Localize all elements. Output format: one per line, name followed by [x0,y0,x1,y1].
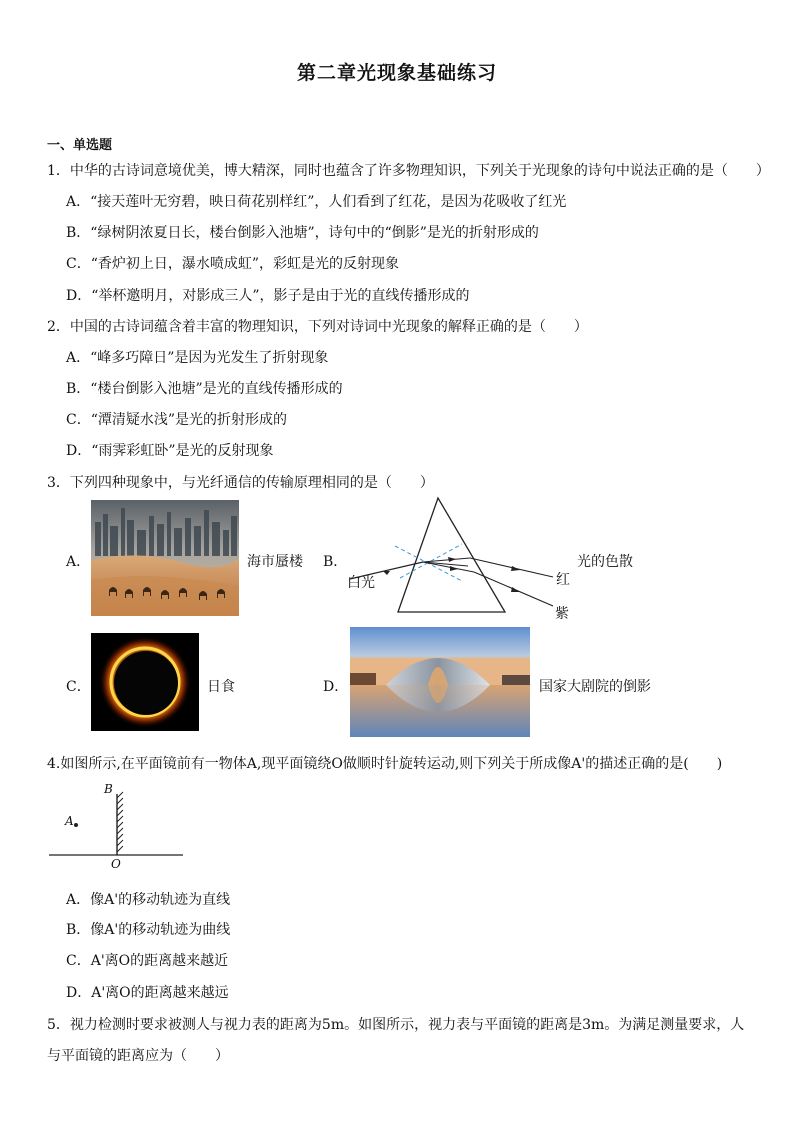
question-1-stem: 1．中华的古诗词意境优美，博大精深，同时也蕴含了许多物理知识，下列关于光现象的诗句中说法正确的是（ ） [47,163,770,179]
question-1-option-c[interactable]: C．“香炉初上日，瀑水喷成虹”，彩虹是光的反射现象 [66,256,400,272]
question-3-label-d[interactable]: D． [323,679,349,695]
question-4-option-b[interactable]: B．像A'的移动轨迹为曲线 [66,922,231,938]
question-3-stem: 3．下列四种现象中，与光纤通信的传输原理相同的是（ ） [47,475,434,491]
question-3-caption-a: 海市蜃楼 [247,554,303,570]
question-2-option-d[interactable]: D．“雨霁彩虹卧”是光的反射现象 [66,443,274,459]
national-theater-image [350,627,530,737]
question-4-option-c[interactable]: C．A'离O的距离越来越近 [66,953,229,969]
question-1-option-b[interactable]: B．“绿树阴浓夏日长，楼台倒影入池塘”，诗句中的“倒影”是光的折射形成的 [66,225,539,241]
question-5-stem-line-1: 5．视力检测时要求被测人与视力表的距离为5m。如图所示，视力表与平面镜的距离是3m。为满足测量要求，人 [47,1017,745,1033]
question-2-stem: 2．中国的古诗词蕴含着丰富的物理知识，下列对诗词中光现象的解释正确的是（ ） [47,319,588,335]
prism-diagram [340,494,590,622]
page-title: 第二章光现象基础练习 [296,62,497,84]
question-3-label-b[interactable]: B． [323,554,348,570]
prism-label-red: 红 [556,572,570,588]
mirror-label-b: B [104,782,113,796]
prism-label-white-light: 白光 [347,575,375,591]
question-3-caption-d: 国家大剧院的倒影 [539,679,651,695]
prism-label-violet: 紫 [555,606,569,622]
solar-eclipse-image [91,633,199,731]
question-2-option-b[interactable]: B．“楼台倒影入池塘”是光的直线传播形成的 [66,381,343,397]
mirror-label-a: A [65,814,74,828]
question-2-option-a[interactable]: A．“峰多巧障日”是因为光发生了折射现象 [66,350,329,366]
prism-triangle [398,498,505,612]
question-3-label-a[interactable]: A． [66,554,91,570]
question-4-option-d[interactable]: D．A'离O的距离越来越远 [66,985,229,1001]
mirror-label-o: O [111,857,121,871]
question-3-label-c[interactable]: C． [66,679,91,695]
question-4-stem: 4.如图所示,在平面镜前有一物体A,现平面镜绕O做顺时针旋转运动,则下列关于所成像A'的描述正确的是( ) [47,756,723,772]
question-3-caption-c: 日食 [207,679,235,695]
question-1-option-a[interactable]: A．“接天莲叶无穷碧，映日荷花别样红”，人们看到了红花，是因为花吸收了红光 [66,194,567,210]
question-5-stem-line-2: 与平面镜的距离应为（ ） [47,1048,229,1064]
question-2-option-c[interactable]: C．“潭清疑水浅”是光的折射形成的 [66,412,288,428]
object-point-a [74,823,78,827]
section-heading: 一、单选题 [47,138,113,153]
mirage-image [91,500,239,616]
question-1-option-d[interactable]: D．“举杯邀明月，对影成三人”，影子是由于光的直线传播形成的 [66,288,470,304]
question-3-caption-b: 光的色散 [577,554,633,570]
question-4-option-a[interactable]: A．像A'的移动轨迹为直线 [66,892,231,908]
